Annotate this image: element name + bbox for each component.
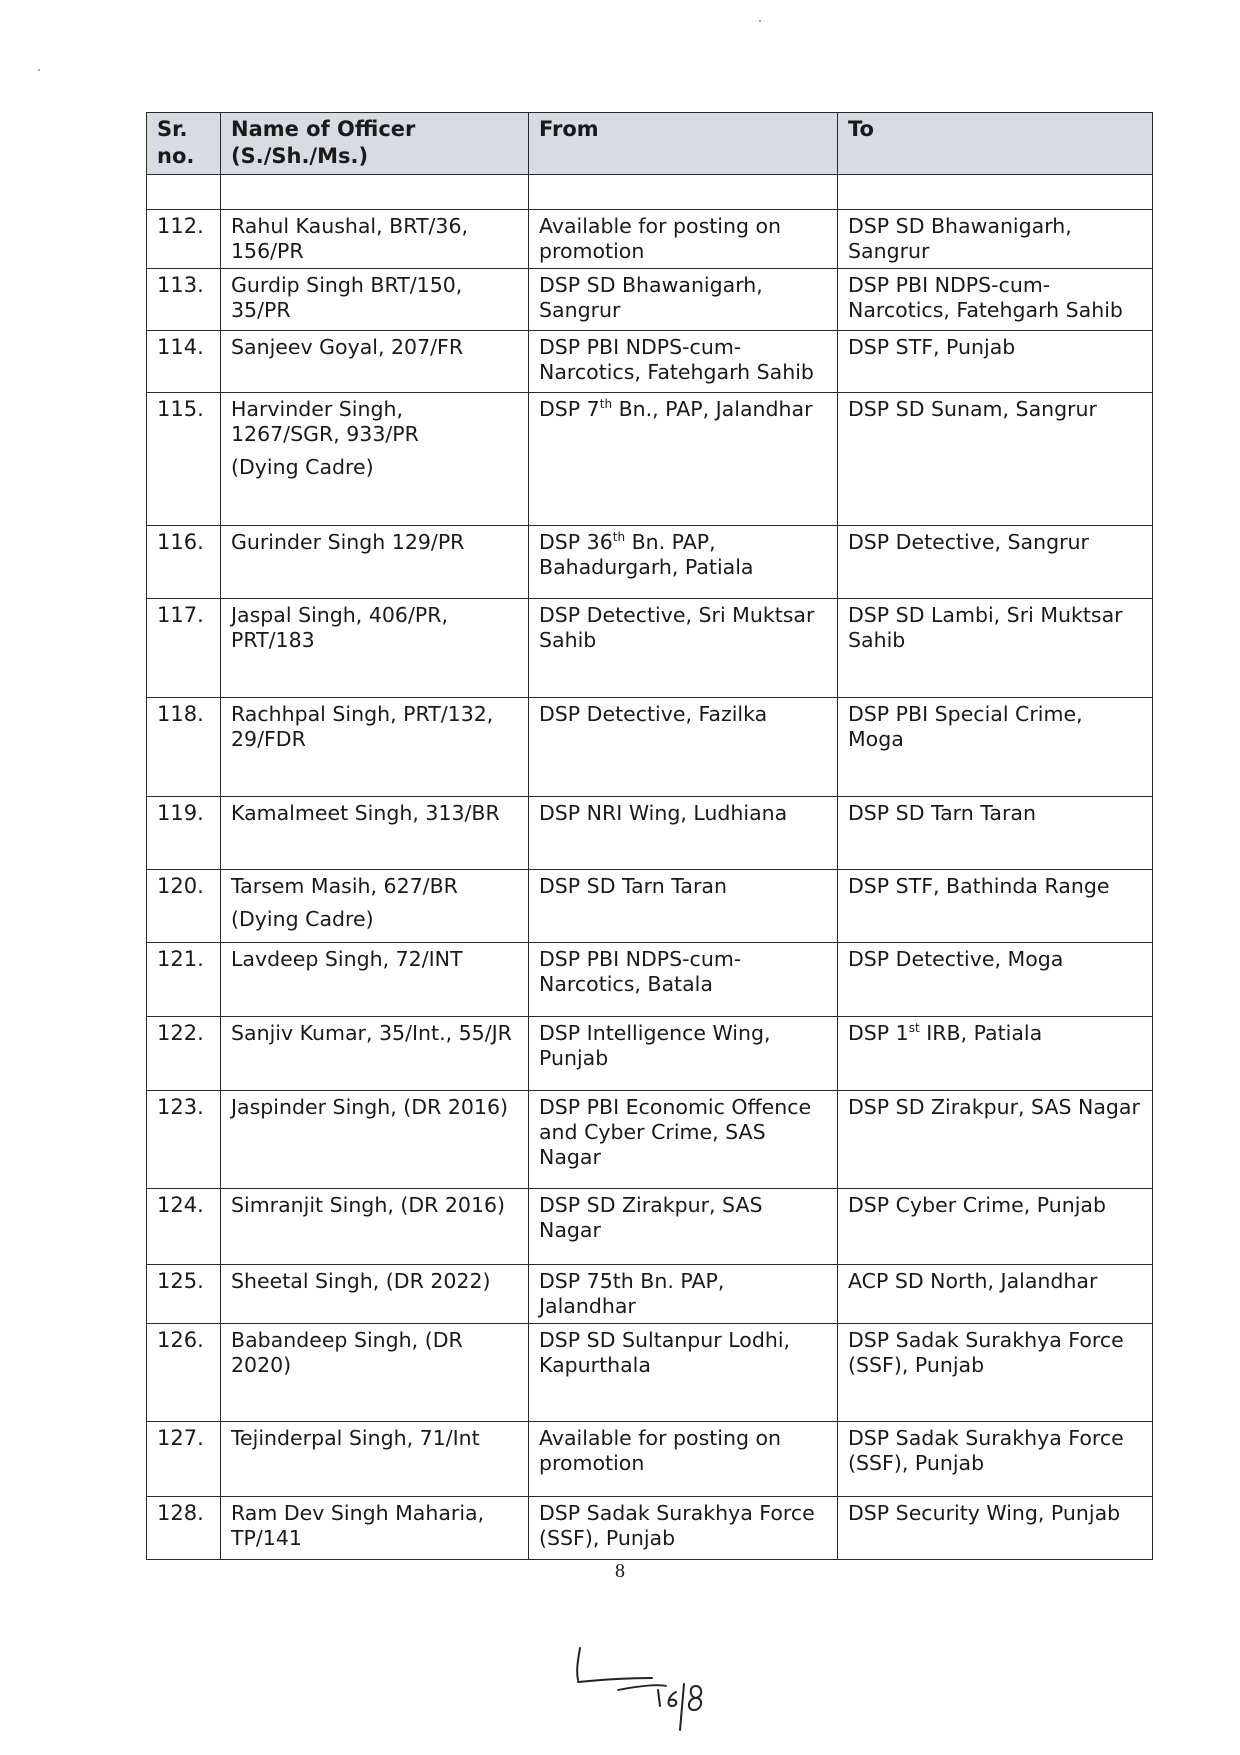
row-from: Available for posting on promotion	[529, 210, 838, 269]
row-to: DSP PBI Special Crime, Moga	[838, 698, 1153, 797]
row-to: DSP Detective, Moga	[838, 943, 1153, 1017]
table-row	[147, 1091, 1153, 1189]
transfer-table	[146, 112, 1153, 1560]
row-to: DSP SD Bhawanigarh, Sangrur	[838, 210, 1153, 269]
row-to: DSP STF, Punjab	[838, 331, 1153, 393]
row-to: DSP SD Zirakpur, SAS Nagar	[838, 1091, 1153, 1189]
row-name: Rachhpal Singh, PRT/132, 29/FDR	[221, 698, 529, 797]
handwritten-signature	[568, 1640, 718, 1740]
header-name-line2: (S./Sh./Ms.)	[231, 144, 369, 168]
header-sr-line2: no.	[157, 144, 195, 168]
row-to: DSP Sadak Surakhya Force (SSF), Punjab	[838, 1324, 1153, 1422]
row-to: ACP SD North, Jalandhar	[838, 1265, 1153, 1324]
table-row	[147, 1324, 1153, 1422]
row-sr: 119.	[147, 797, 221, 870]
row-sr: 112.	[147, 210, 221, 269]
row-from	[529, 526, 838, 599]
row-sr: 123.	[147, 1091, 221, 1189]
row-sr: 122.	[147, 1017, 221, 1091]
ordinal-suffix: th	[612, 530, 626, 545]
row-name: Lavdeep Singh, 72/INT	[221, 943, 529, 1017]
row-from: DSP Sadak Surakhya Force (SSF), Punjab	[529, 1497, 838, 1560]
to-text: DSP 1	[848, 1021, 909, 1045]
row-name-text: Harvinder Singh, 1267/SGR, 933/PR	[231, 397, 419, 446]
from-text: Bn. PAP, Bahadurgarh, Patiala	[539, 530, 754, 579]
table-row	[147, 526, 1153, 599]
row-from: DSP SD Sultanpur Lodhi, Kapurthala	[529, 1324, 838, 1422]
row-sr: 121.	[147, 943, 221, 1017]
row-sr: 120.	[147, 870, 221, 943]
from-text: Bn., PAP, Jalandhar	[612, 397, 813, 421]
speck	[38, 69, 40, 71]
row-to: DSP Detective, Sangrur	[838, 526, 1153, 599]
row-from: DSP SD Zirakpur, SAS Nagar	[529, 1189, 838, 1265]
dying-cadre-note: (Dying Cadre)	[231, 455, 374, 479]
header-from: From	[529, 113, 838, 175]
row-name: Sheetal Singh, (DR 2022)	[221, 1265, 529, 1324]
row-name-text: Tarsem Masih, 627/BR	[231, 874, 458, 898]
from-text: DSP 7	[539, 397, 600, 421]
row-from: DSP Detective, Fazilka	[529, 698, 838, 797]
table-row	[147, 1265, 1153, 1324]
row-from: DSP PBI Economic Offence and Cyber Crime, SAS Nagar	[529, 1091, 838, 1189]
table-row	[147, 1017, 1153, 1091]
row-sr: 125.	[147, 1265, 221, 1324]
row-sr: 118.	[147, 698, 221, 797]
row-name: Rahul Kaushal, BRT/36, 156/PR	[221, 210, 529, 269]
empty-cell	[147, 175, 221, 210]
row-name: Jaspal Singh, 406/PR, PRT/183	[221, 599, 529, 698]
row-to: DSP SD Sunam, Sangrur	[838, 393, 1153, 526]
row-name: Gurinder Singh 129/PR	[221, 526, 529, 599]
dying-cadre-note: (Dying Cadre)	[231, 907, 374, 931]
row-sr: 124.	[147, 1189, 221, 1265]
row-sr: 128.	[147, 1497, 221, 1560]
page-number: 8	[615, 1560, 625, 1582]
ordinal-suffix: th	[599, 397, 613, 412]
row-from: DSP Intelligence Wing, Punjab	[529, 1017, 838, 1091]
row-name: Jaspinder Singh, (DR 2016)	[221, 1091, 529, 1189]
row-sr: 116.	[147, 526, 221, 599]
row-sr: 127.	[147, 1422, 221, 1497]
table-row	[147, 1497, 1153, 1560]
row-from: DSP Detective, Sri Muktsar Sahib	[529, 599, 838, 698]
table-row	[147, 210, 1153, 269]
row-from: DSP 75th Bn. PAP, Jalandhar	[529, 1265, 838, 1324]
row-to: DSP SD Tarn Taran	[838, 797, 1153, 870]
ordinal-suffix: st	[908, 1021, 920, 1036]
table-row	[147, 943, 1153, 1017]
row-name: Sanjiv Kumar, 35/Int., 55/JR	[221, 1017, 529, 1091]
row-name: Gurdip Singh BRT/150, 35/PR	[221, 269, 529, 331]
row-from	[529, 393, 838, 526]
table-row	[147, 269, 1153, 331]
from-text: DSP 36	[539, 530, 613, 554]
header-name	[221, 113, 529, 175]
row-to: DSP Sadak Surakhya Force (SSF), Punjab	[838, 1422, 1153, 1497]
speck	[759, 20, 761, 22]
row-sr: 117.	[147, 599, 221, 698]
table-header-row	[147, 113, 1153, 175]
table-row	[147, 393, 1153, 526]
row-sr: 115.	[147, 393, 221, 526]
row-sr: 114.	[147, 331, 221, 393]
row-name	[221, 393, 529, 526]
row-to: DSP PBI NDPS-cum-Narcotics, Fatehgarh Sahib	[838, 269, 1153, 331]
row-from: DSP PBI NDPS-cum-Narcotics, Fatehgarh Sahib	[529, 331, 838, 393]
row-to: DSP SD Lambi, Sri Muktsar Sahib	[838, 599, 1153, 698]
empty-cell	[221, 175, 529, 210]
table-row	[147, 331, 1153, 393]
row-to: DSP STF, Bathinda Range	[838, 870, 1153, 943]
table-row	[147, 1189, 1153, 1265]
row-to: DSP Security Wing, Punjab	[838, 1497, 1153, 1560]
table-row	[147, 797, 1153, 870]
empty-cell	[838, 175, 1153, 210]
row-name: Kamalmeet Singh, 313/BR	[221, 797, 529, 870]
row-to	[838, 1017, 1153, 1091]
row-name: Babandeep Singh, (DR 2020)	[221, 1324, 529, 1422]
row-name: Tejinderpal Singh, 71/Int	[221, 1422, 529, 1497]
row-name: Ram Dev Singh Maharia, TP/141	[221, 1497, 529, 1560]
row-name: Simranjit Singh, (DR 2016)	[221, 1189, 529, 1265]
row-from: DSP NRI Wing, Ludhiana	[529, 797, 838, 870]
row-to: DSP Cyber Crime, Punjab	[838, 1189, 1153, 1265]
row-name: Sanjeev Goyal, 207/FR	[221, 331, 529, 393]
row-sr: 113.	[147, 269, 221, 331]
row-from: Available for posting on promotion	[529, 1422, 838, 1497]
row-sr: 126.	[147, 1324, 221, 1422]
to-text: IRB, Patiala	[919, 1021, 1043, 1045]
row-from: DSP SD Tarn Taran	[529, 870, 838, 943]
header-to: To	[838, 113, 1153, 175]
empty-spacer-row	[147, 175, 1153, 210]
row-from: DSP PBI NDPS-cum-Narcotics, Batala	[529, 943, 838, 1017]
row-name	[221, 870, 529, 943]
empty-cell	[529, 175, 838, 210]
header-sr-line1: Sr.	[157, 117, 188, 141]
table-row	[147, 599, 1153, 698]
table-row	[147, 870, 1153, 943]
header-name-line1: Name of Officer	[231, 117, 416, 141]
table-row	[147, 698, 1153, 797]
table-row	[147, 1422, 1153, 1497]
row-from: DSP SD Bhawanigarh, Sangrur	[529, 269, 838, 331]
header-sr	[147, 113, 221, 175]
